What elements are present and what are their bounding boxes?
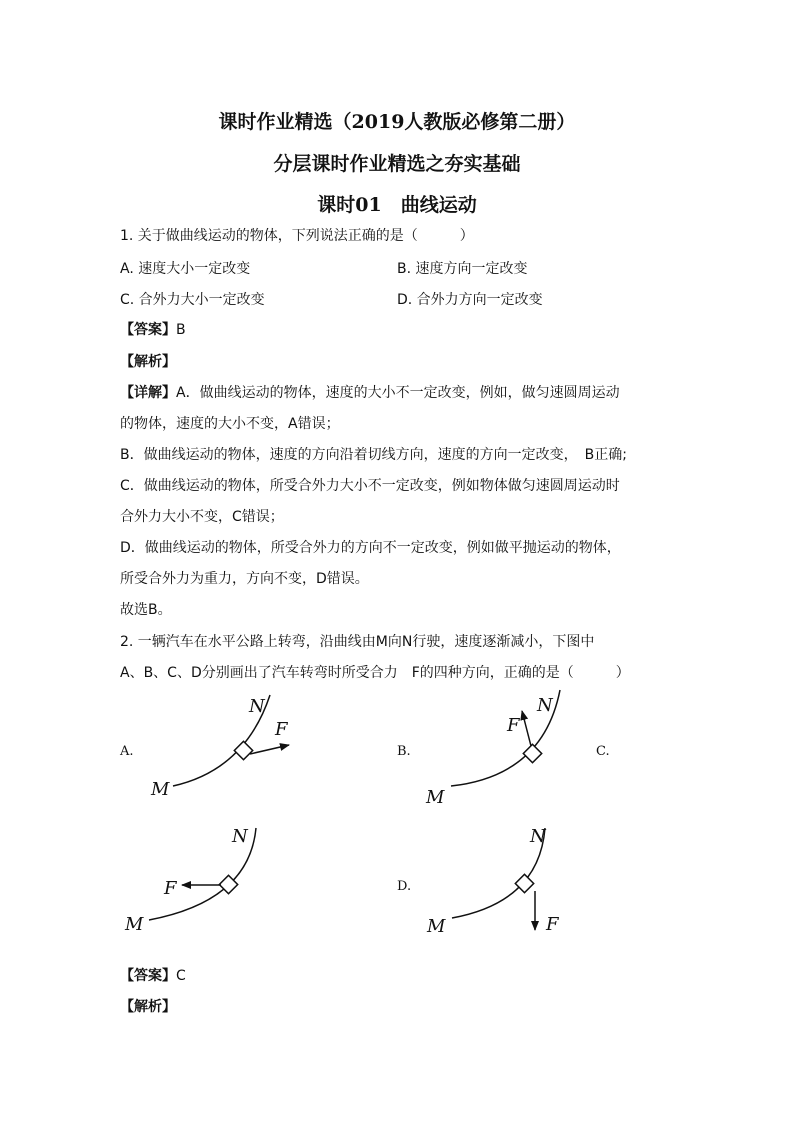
q2-stem-line2: A、B、C、D分别画出了汽车转弯时所受合力 F的四种方向，正确的是（ ） bbox=[120, 665, 630, 681]
point-n-label: N bbox=[530, 826, 546, 847]
figure-label-b: B. bbox=[397, 744, 411, 759]
figure-a bbox=[150, 695, 289, 800]
q1-option-d: D. 合外力方向一定改变 bbox=[397, 292, 543, 308]
point-m-label: M bbox=[151, 779, 170, 800]
answer-value: B bbox=[176, 322, 186, 338]
figure-label-d: D. bbox=[397, 879, 412, 894]
point-m-label: M bbox=[426, 787, 445, 808]
figure-c bbox=[124, 826, 256, 935]
car-square bbox=[523, 744, 541, 762]
figure-label-a: A. bbox=[120, 744, 134, 759]
q1-detail-line: 的物体，速度的大小不变，A错误； bbox=[120, 416, 340, 432]
q2-stem-line1: 2. 一辆汽车在水平公路上转弯，沿曲线由M向N行驶，速度逐渐减小，下图中 bbox=[120, 634, 595, 650]
answer-label: 【答案】 bbox=[120, 968, 176, 984]
force-arrow bbox=[522, 711, 531, 746]
figure-label-c: C. bbox=[596, 744, 610, 759]
q1-detail-line: D．做曲线运动的物体，所受合外力的方向不一定改变，例如做平抛运动的物体， bbox=[120, 540, 621, 556]
q1-option-b: B. 速度方向一定改变 bbox=[397, 261, 528, 277]
car-square bbox=[234, 741, 252, 759]
q1-option-a: A. 速度大小一定改变 bbox=[120, 261, 251, 277]
analysis-label: 【解析】 bbox=[120, 354, 176, 370]
answer-value: C bbox=[176, 968, 186, 984]
point-m-label: M bbox=[125, 914, 144, 935]
detail-text: A．做曲线运动的物体，速度的大小不一定改变，例如，做匀速圆周运动 bbox=[176, 385, 620, 401]
q1-stem: 1. 关于做曲线运动的物体，下列说法正确的是（ ） bbox=[120, 228, 474, 244]
doc-subtitle: 分层课时作业精选之夯实基础 bbox=[273, 153, 521, 175]
figure-d bbox=[426, 826, 560, 937]
q1-detail-line: 合外力大小不变，C错误； bbox=[120, 509, 284, 525]
q2-answer bbox=[120, 966, 186, 986]
force-label: F bbox=[507, 715, 520, 736]
point-n-label: N bbox=[537, 695, 553, 716]
figure-b bbox=[425, 690, 560, 808]
detail-label: 【详解】 bbox=[120, 385, 176, 401]
answer-label: 【答案】 bbox=[120, 322, 176, 338]
q1-detail-line: 所受合外力为重力，方向不变，D错误。 bbox=[120, 571, 369, 587]
q1-option-c: C. 合外力大小一定改变 bbox=[120, 292, 265, 308]
point-n-label: N bbox=[249, 696, 265, 717]
car-square bbox=[515, 874, 533, 892]
point-n-label: N bbox=[232, 826, 248, 847]
force-arrow bbox=[250, 745, 289, 754]
point-m-label: M bbox=[427, 916, 446, 937]
q2-analysis-label bbox=[120, 997, 176, 1017]
q1-detail-line: C．做曲线运动的物体，所受合外力大小不一定改变，例如物体做匀速圆周运动时 bbox=[120, 478, 620, 494]
analysis-label: 【解析】 bbox=[120, 999, 176, 1015]
q1-conclusion: 故选B。 bbox=[120, 602, 172, 618]
force-label: F bbox=[275, 719, 288, 740]
q1-detail-line: B．做曲线运动的物体，速度的方向沿着切线方向，速度的方向一定改变， B正确; bbox=[120, 447, 627, 463]
lesson-title: 课时01 曲线运动 bbox=[317, 194, 477, 216]
doc-title: 课时作业精选（2019人教版必修第二册） bbox=[218, 111, 576, 133]
force-label: F bbox=[546, 914, 559, 935]
force-label: F bbox=[164, 878, 177, 899]
